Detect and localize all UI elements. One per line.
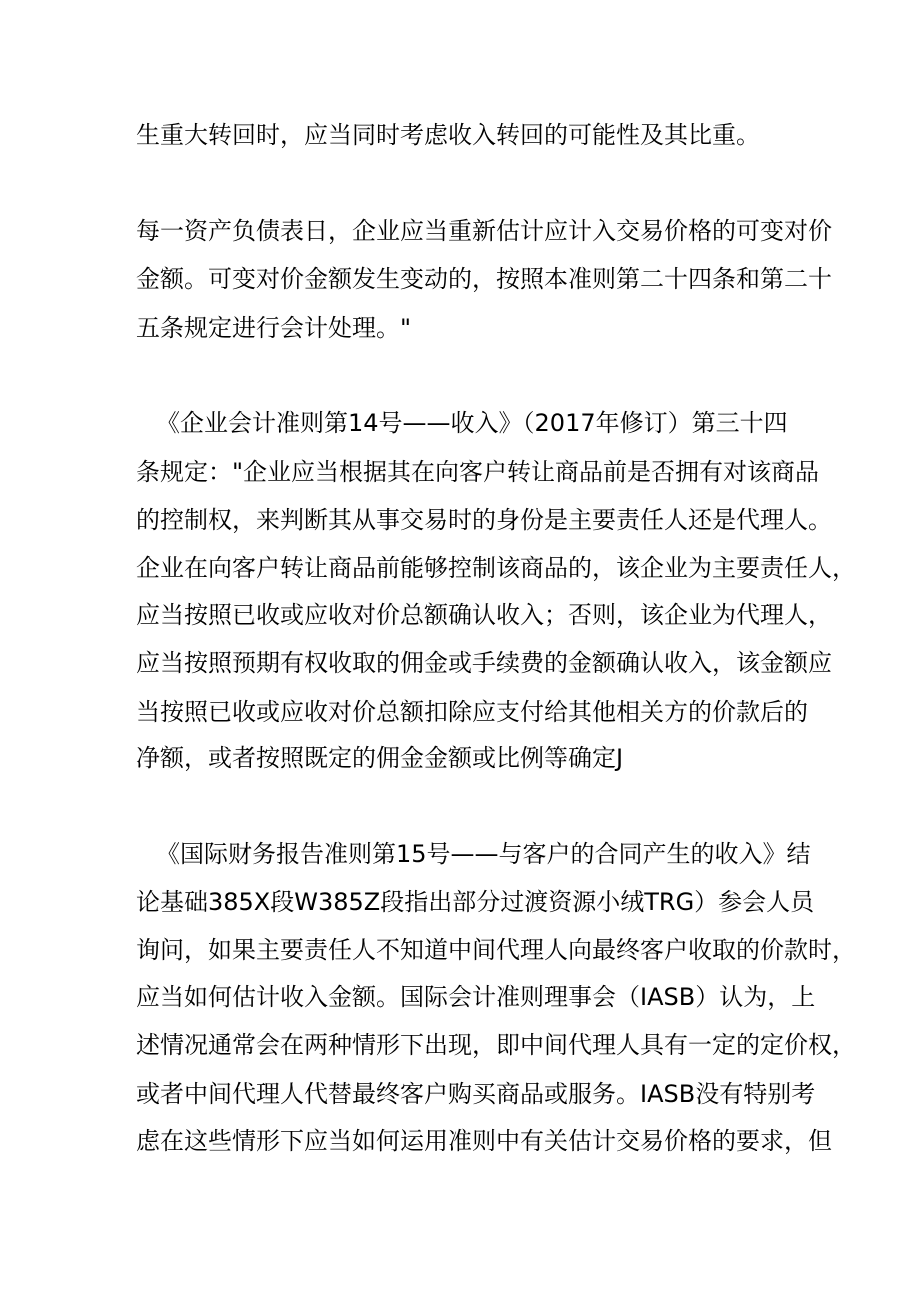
text-line: 当按照已收或应收对价总额扣除应支付给其他相关方的价款后的 <box>136 698 808 726</box>
text-line: 五条规定进行会计处理。" <box>136 314 412 342</box>
text-line: 询问，如果主要责任人不知道中间代理人向最终客户收取的价款时， <box>136 936 856 964</box>
text-line: 企业在向客户转让商品前能够控制该商品的，该企业为主要责任人， <box>136 554 856 582</box>
text-line: 的控制权，来判断其从事交易时的身份是主要责任人还是代理人。 <box>136 506 832 534</box>
text-line: 应当按照已收或应收对价总额确认收入；否则，该企业为代理人， <box>136 601 832 629</box>
text-line: 每一资产负债表日，企业应当重新估计应计入交易价格的可变对价 <box>136 217 832 245</box>
text-line: 应当如何估计收入金额。国际会计准则理事会（IASB）认为，上 <box>136 983 816 1011</box>
text-line: 金额。可变对价金额发生变动的，按照本准则第二十四条和第二十 <box>136 265 832 293</box>
text-line: 虑在这些情形下应当如何运用准则中有关估计交易价格的要求，但 <box>136 1127 832 1155</box>
text-line: 条规定："企业应当根据其在向客户转让商品前是否拥有对该商品 <box>136 458 820 486</box>
text-line: 或者中间代理人代替最终客户购买商品或服务。IASB没有特别考 <box>136 1080 816 1108</box>
text-line: 《国际财务报告准则第15号——与客户的合同产生的收入》结 <box>156 840 811 868</box>
text-line: 生重大转回时，应当同时考虑收入转回的可能性及其比重。 <box>136 121 760 149</box>
text-line: 净额，或者按照既定的佣金金额或比例等确定J <box>136 744 624 772</box>
text-line: 述情况通常会在两种情形下出现，即中间代理人具有一定的定价权， <box>136 1031 856 1059</box>
text-line: 《企业会计准则第14号——收入》（2017年修订）第三十四 <box>156 409 788 437</box>
text-line: 应当按照预期有权收取的佣金或手续费的金额确认收入，该金额应 <box>136 649 832 677</box>
text-line: 论基础385X段W385Z段指出部分过渡资源小绒TRG）参会人员 <box>136 888 815 916</box>
